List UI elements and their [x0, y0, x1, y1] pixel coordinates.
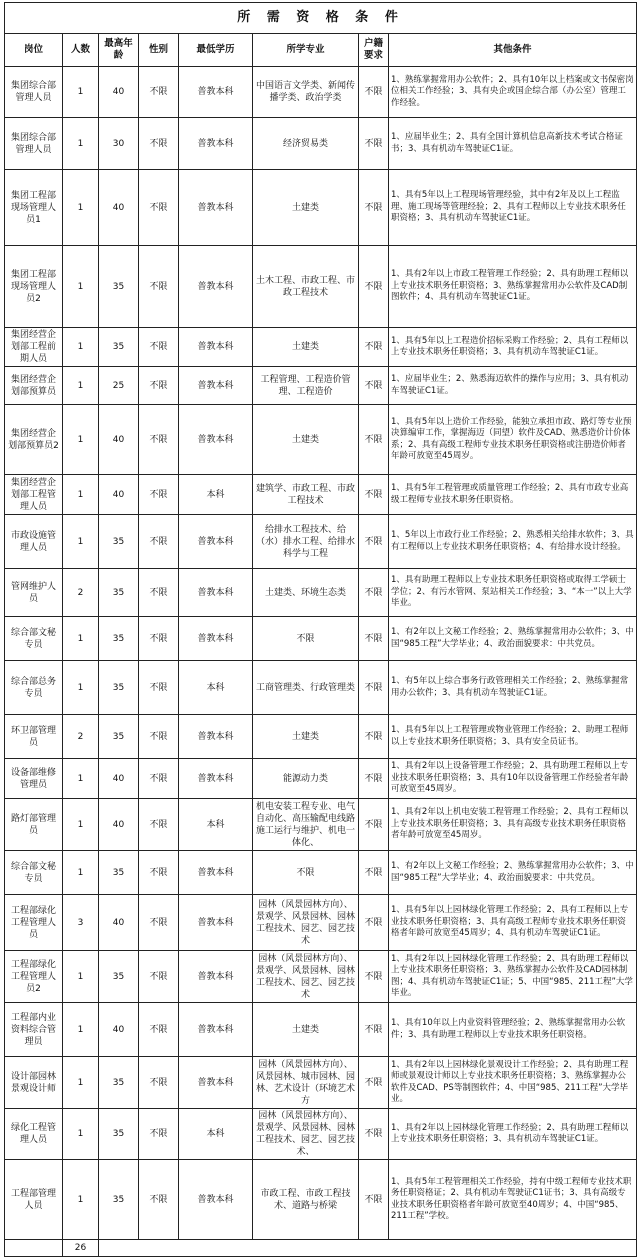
total-count: 26: [63, 1240, 99, 1257]
cell-count: 1: [63, 475, 99, 515]
cell-major: 工程管理、工程造价管理、工程造价: [253, 367, 359, 405]
header-hukou: 户籍要求: [359, 34, 389, 67]
cell-gender: 不限: [139, 367, 179, 405]
cell-gender: 不限: [139, 475, 179, 515]
cell-major: 建筑学、市政工程、市政工程技术: [253, 475, 359, 515]
cell-count: 1: [63, 118, 99, 170]
cell-position: 集团工程部现场管理人员1: [5, 170, 63, 246]
cell-count: 1: [63, 617, 99, 661]
cell-education: 普教本科: [179, 405, 253, 475]
cell-hukou: 不限: [359, 67, 389, 118]
cell-gender: 不限: [139, 895, 179, 951]
cell-hukou: 不限: [359, 475, 389, 515]
cell-count: 1: [63, 1160, 99, 1240]
cell-education: 普教本科: [179, 515, 253, 569]
table-row: [5, 1160, 637, 1240]
table-row: [5, 170, 637, 246]
cell-conditions: 1、具有5年工程管理相关工作经验，持有中级工程师专业技术职务任职资格证；2、具有机动车驾驶证C1证书；3、具有高级专业技术职务任职资格者年龄可放宽至40周岁；4、中国“985、211工程”学校。: [389, 1160, 637, 1240]
cell-major: 给排水工程技术、给（水）排水工程、给排水科学与工程: [253, 515, 359, 569]
cell-education: 普教本科: [179, 569, 253, 617]
cell-max-age: 40: [99, 475, 139, 515]
cell-education: 普教本科: [179, 1003, 253, 1057]
requirements-table: [4, 2, 637, 1257]
total-row: [5, 1240, 637, 1257]
cell-education: 普教本科: [179, 759, 253, 799]
cell-hukou: 不限: [359, 569, 389, 617]
cell-hukou: 不限: [359, 515, 389, 569]
cell-max-age: 40: [99, 67, 139, 118]
table-row: [5, 895, 637, 951]
cell-max-age: 40: [99, 170, 139, 246]
table-row: [5, 951, 637, 1003]
table-row: [5, 367, 637, 405]
table-row: [5, 1003, 637, 1057]
cell-gender: 不限: [139, 1160, 179, 1240]
title-row: [5, 3, 637, 34]
cell-max-age: 30: [99, 118, 139, 170]
header-conditions: 其他条件: [389, 34, 637, 67]
cell-education: 普教本科: [179, 246, 253, 328]
requirements-sheet: [4, 2, 636, 1257]
cell-hukou: 不限: [359, 1057, 389, 1109]
cell-conditions: 1、具有5年以上工程管理或物业管理工作经验；2、助理工程师以上专业技术职务任职资格；3、具有安全员证书。: [389, 715, 637, 759]
cell-hukou: 不限: [359, 951, 389, 1003]
cell-count: 1: [63, 405, 99, 475]
cell-count: 1: [63, 515, 99, 569]
cell-hukou: 不限: [359, 1109, 389, 1160]
cell-max-age: 35: [99, 617, 139, 661]
cell-position: 集团经营企划部工程管理人员: [5, 475, 63, 515]
cell-major: 土建类: [253, 1003, 359, 1057]
cell-position: 综合部文秘专员: [5, 851, 63, 895]
cell-major: 中国语言文学类、新闻传播学类、政治学类: [253, 67, 359, 118]
cell-max-age: 35: [99, 661, 139, 715]
cell-position: 综合部总务专员: [5, 661, 63, 715]
cell-position: 工程部绿化工程管理人员: [5, 895, 63, 951]
cell-count: 1: [63, 661, 99, 715]
cell-major: 土建类: [253, 715, 359, 759]
cell-conditions: 1、5年以上市政行业工作经验；2、熟悉相关给排水软件；3、具有工程师以上专业技术职务任职资格；4、有给排水设计经验。: [389, 515, 637, 569]
cell-count: 1: [63, 328, 99, 367]
cell-conditions: 1、有2年以上文秘工作经验；2、熟练掌握常用办公软件；3、中国“985工程”大学毕业；4、政治面貌要求：中共党员。: [389, 617, 637, 661]
cell-major: 不限: [253, 617, 359, 661]
cell-hukou: 不限: [359, 246, 389, 328]
table-row: [5, 799, 637, 851]
cell-count: 1: [63, 1003, 99, 1057]
cell-max-age: 25: [99, 367, 139, 405]
table-row: [5, 715, 637, 759]
table-row: [5, 328, 637, 367]
cell-conditions: 1、具有10年以上内业资料管理经验；2、熟练掌握常用办公软件；3、具有助理工程师以上专业技术职务任职资格。: [389, 1003, 637, 1057]
cell-major: 园林（风景园林方向）、景观学、风景园林、园林工程技术、园艺、园艺技术: [253, 951, 359, 1003]
table-row: [5, 661, 637, 715]
cell-count: 1: [63, 1057, 99, 1109]
table-row: [5, 67, 637, 118]
cell-position: 工程部内业资料综合管理员: [5, 1003, 63, 1057]
cell-max-age: 35: [99, 1160, 139, 1240]
cell-position: 管网维护人员: [5, 569, 63, 617]
cell-major: 土建类: [253, 170, 359, 246]
cell-max-age: 40: [99, 1003, 139, 1057]
cell-major: 机电安装工程专业、电气自动化、高压输配电线路施工运行与维护、机电一体化、: [253, 799, 359, 851]
cell-hukou: 不限: [359, 661, 389, 715]
cell-count: 1: [63, 170, 99, 246]
cell-position: 环卫部管理员: [5, 715, 63, 759]
cell-hukou: 不限: [359, 170, 389, 246]
table-row: [5, 118, 637, 170]
cell-position: 绿化工程管理人员: [5, 1109, 63, 1160]
cell-education: 本科: [179, 661, 253, 715]
cell-max-age: 40: [99, 895, 139, 951]
cell-gender: 不限: [139, 851, 179, 895]
table-row: [5, 569, 637, 617]
cell-conditions: 1、应届毕业生；2、具有全国计算机信息高新技术考试合格证书；3、具有机动车驾驶证C1证。: [389, 118, 637, 170]
table-row: [5, 851, 637, 895]
cell-position: 设备部维修管理员: [5, 759, 63, 799]
cell-position: 集团综合部管理人员: [5, 118, 63, 170]
cell-count: 2: [63, 715, 99, 759]
cell-education: 普教本科: [179, 1057, 253, 1109]
cell-conditions: 1、具有2年以上园林绿化管理工作经验；2、具有助理工程师以上专业技术职务任职资格；3、熟练掌握办公软件及CAD园林制图；4、具有机动车驾驶证C1证；5、中国“985、211工程”大学毕业。: [389, 951, 637, 1003]
header-education: 最低学历: [179, 34, 253, 67]
header-count: 人数: [63, 34, 99, 67]
cell-max-age: 35: [99, 1057, 139, 1109]
cell-gender: 不限: [139, 1109, 179, 1160]
total-empty-cell: [99, 1240, 637, 1257]
cell-hukou: 不限: [359, 759, 389, 799]
cell-conditions: 1、具有5年以上工程现场管理经验，其中有2年及以上工程监理、施工现场等管理经验；2、具有工程师以上专业技术职务任职资格；3、具有机动车驾驶证C1证。: [389, 170, 637, 246]
total-label-cell: [5, 1240, 63, 1257]
cell-education: 普教本科: [179, 617, 253, 661]
cell-hukou: 不限: [359, 1003, 389, 1057]
cell-conditions: 1、具有2年以上园林绿化管理工作经验；2、具有助理工程师以上专业技术职务任职资格；3、具有机动车驾驶证C1证。: [389, 1109, 637, 1160]
cell-gender: 不限: [139, 759, 179, 799]
cell-gender: 不限: [139, 246, 179, 328]
cell-hukou: 不限: [359, 118, 389, 170]
cell-conditions: 1、有5年以上综合事务行政管理相关工作经验；2、熟练掌握常用办公软件；3、具有机动车驾驶证C1证。: [389, 661, 637, 715]
cell-education: 普教本科: [179, 895, 253, 951]
cell-conditions: 1、具有2年以上机电安装工程管理工作经验；2、具有工程师以上专业技术职务任职资格；3、具有高级专业技术职务任职资格者年龄可放宽至45周岁。: [389, 799, 637, 851]
cell-major: 工商管理类、行政管理类: [253, 661, 359, 715]
table-row: [5, 759, 637, 799]
table-row: [5, 617, 637, 661]
cell-max-age: 40: [99, 405, 139, 475]
cell-gender: 不限: [139, 170, 179, 246]
cell-count: 3: [63, 895, 99, 951]
cell-max-age: 35: [99, 569, 139, 617]
cell-conditions: 1、具有5年以上园林绿化管理工作经验；2、具有工程师以上专业技术职务任职资格；3、具有高级工程师专业技术职务任职资格者年龄可放宽至45周岁；4、具有机动车驾驶证C1证。: [389, 895, 637, 951]
cell-gender: 不限: [139, 515, 179, 569]
cell-major: 土建类: [253, 405, 359, 475]
cell-position: 集团经营企划部预算员2: [5, 405, 63, 475]
cell-max-age: 35: [99, 851, 139, 895]
cell-hukou: 不限: [359, 367, 389, 405]
cell-education: 本科: [179, 475, 253, 515]
cell-gender: 不限: [139, 67, 179, 118]
cell-conditions: 1、具有5年工程管理或质量管理工作经验；2、具有市政专业高级工程师专业技术职务任职资格。: [389, 475, 637, 515]
cell-hukou: 不限: [359, 617, 389, 661]
table-row: [5, 1057, 637, 1109]
cell-major: 能源动力类: [253, 759, 359, 799]
cell-education: 普教本科: [179, 951, 253, 1003]
cell-max-age: 40: [99, 759, 139, 799]
cell-hukou: 不限: [359, 1160, 389, 1240]
table-row: [5, 475, 637, 515]
cell-gender: 不限: [139, 661, 179, 715]
cell-conditions: 1、有2年以上文秘工作经验；2、熟练掌握常用办公软件；3、中国“985工程”大学毕业；4、政治面貌要求：中共党员。: [389, 851, 637, 895]
cell-hukou: 不限: [359, 405, 389, 475]
cell-position: 集团工程部现场管理人员2: [5, 246, 63, 328]
cell-gender: 不限: [139, 715, 179, 759]
cell-major: 土木工程、市政工程、市政工程技术: [253, 246, 359, 328]
header-row: [5, 34, 637, 67]
cell-count: 1: [63, 1109, 99, 1160]
cell-conditions: 1、具有2年以上设备管理工作经验；2、具有助理工程师以上专业技术职务任职资格；3、具有10年以设备管理工作经验者年龄可放宽至45周岁。: [389, 759, 637, 799]
cell-max-age: 35: [99, 515, 139, 569]
cell-count: 1: [63, 67, 99, 118]
cell-gender: 不限: [139, 569, 179, 617]
cell-major: 园林（风景园林方向）、风景园林、城市园林、园林、艺术设计（环境艺术方: [253, 1057, 359, 1109]
cell-gender: 不限: [139, 118, 179, 170]
cell-gender: 不限: [139, 1003, 179, 1057]
cell-max-age: 40: [99, 799, 139, 851]
cell-conditions: 1、具有5年以上造价工作经验，能独立承担市政、路灯等专业预决算编审工作，掌握海迈（同望）软件及CAD、熟悉造价计价体系；2、具有高级工程师专业技术职务任职资格或注册造价师者年龄可放宽至45周岁。: [389, 405, 637, 475]
cell-hukou: 不限: [359, 328, 389, 367]
cell-position: 工程部管理人员: [5, 1160, 63, 1240]
cell-max-age: 35: [99, 951, 139, 1003]
cell-education: 普教本科: [179, 715, 253, 759]
cell-max-age: 35: [99, 246, 139, 328]
header-max-age: 最高年龄: [99, 34, 139, 67]
cell-education: 本科: [179, 1109, 253, 1160]
cell-education: 普教本科: [179, 1160, 253, 1240]
cell-max-age: 35: [99, 1109, 139, 1160]
cell-gender: 不限: [139, 328, 179, 367]
cell-major: 园林（风景园林方向）、景观学、风景园林、园林工程技术、园艺、园艺技术: [253, 895, 359, 951]
cell-education: 本科: [179, 799, 253, 851]
cell-count: 1: [63, 951, 99, 1003]
cell-hukou: 不限: [359, 851, 389, 895]
cell-hukou: 不限: [359, 895, 389, 951]
cell-gender: 不限: [139, 951, 179, 1003]
cell-position: 市政设施管理人员: [5, 515, 63, 569]
table-row: [5, 246, 637, 328]
cell-gender: 不限: [139, 1057, 179, 1109]
cell-hukou: 不限: [359, 799, 389, 851]
cell-major: 不限: [253, 851, 359, 895]
table-row: [5, 515, 637, 569]
cell-position: 综合部文秘专员: [5, 617, 63, 661]
cell-major: 土建类: [253, 328, 359, 367]
cell-max-age: 35: [99, 715, 139, 759]
cell-position: 集团综合部管理人员: [5, 67, 63, 118]
cell-position: 集团经营企划部工程前期人员: [5, 328, 63, 367]
cell-count: 1: [63, 759, 99, 799]
cell-count: 1: [63, 367, 99, 405]
cell-gender: 不限: [139, 617, 179, 661]
cell-max-age: 35: [99, 328, 139, 367]
cell-count: 1: [63, 246, 99, 328]
cell-count: 1: [63, 799, 99, 851]
cell-position: 工程部绿化工程管理人员2: [5, 951, 63, 1003]
cell-count: 2: [63, 569, 99, 617]
cell-position: 路灯部管理员: [5, 799, 63, 851]
cell-position: 设计部园林景观设计师: [5, 1057, 63, 1109]
table-title: 所 需 资 格 条 件: [5, 3, 637, 34]
cell-major: 市政工程、市政工程技术、道路与桥梁: [253, 1160, 359, 1240]
table-body: [5, 67, 637, 1240]
cell-major: 土建类、环境生态类: [253, 569, 359, 617]
header-position: 岗位: [5, 34, 63, 67]
table-row: [5, 1109, 637, 1160]
cell-major: 经济贸易类: [253, 118, 359, 170]
cell-count: 1: [63, 851, 99, 895]
table-row: [5, 405, 637, 475]
cell-education: 普教本科: [179, 367, 253, 405]
header-gender: 性别: [139, 34, 179, 67]
cell-gender: 不限: [139, 405, 179, 475]
cell-conditions: 1、具有2年以上市政工程管理工作经验；2、具有助理工程师以上专业技术职务任职资格；3、熟练掌握常用办公软件及CAD制图软件；4、具有机动车驾驶证C1证。: [389, 246, 637, 328]
cell-conditions: 1、具有2年以上园林绿化景观设计工作经验；2、具有助理工程师或景观设计师以上专业技术职务任职资格；3、熟练掌握办公软件及CAD、PS等制图软件；4、中国“985、211工程”大学毕业。: [389, 1057, 637, 1109]
cell-education: 普教本科: [179, 67, 253, 118]
cell-conditions: 1、具有助理工程师以上专业技术职务任职资格或取得工学硕士学位；2、有污水管网、泵站相关工作经验；3、“本一”以上大学毕业。: [389, 569, 637, 617]
cell-hukou: 不限: [359, 715, 389, 759]
cell-position: 集团经营企划部预算员: [5, 367, 63, 405]
header-major: 所学专业: [253, 34, 359, 67]
cell-education: 普教本科: [179, 328, 253, 367]
cell-conditions: 1、熟练掌握常用办公软件；2、具有10年以上档案或文书保密岗位相关工作经验；3、具有央企或国企综合部（办公室）管理工作经验。: [389, 67, 637, 118]
cell-major: 园林（风景园林方向）、景观学、风景园林、园林工程技术、园艺、园艺技术、: [253, 1109, 359, 1160]
cell-conditions: 1、应届毕业生；2、熟悉海迈软件的操作与应用；3、具有机动车驾驶证C1证。: [389, 367, 637, 405]
cell-education: 普教本科: [179, 170, 253, 246]
cell-conditions: 1、具有5年以上工程造价招标采购工作经验；2、具有工程师以上专业技术职务任职资格；3、具有机动车驾驶证C1证。: [389, 328, 637, 367]
cell-education: 普教本科: [179, 118, 253, 170]
cell-gender: 不限: [139, 799, 179, 851]
cell-education: 普教本科: [179, 851, 253, 895]
